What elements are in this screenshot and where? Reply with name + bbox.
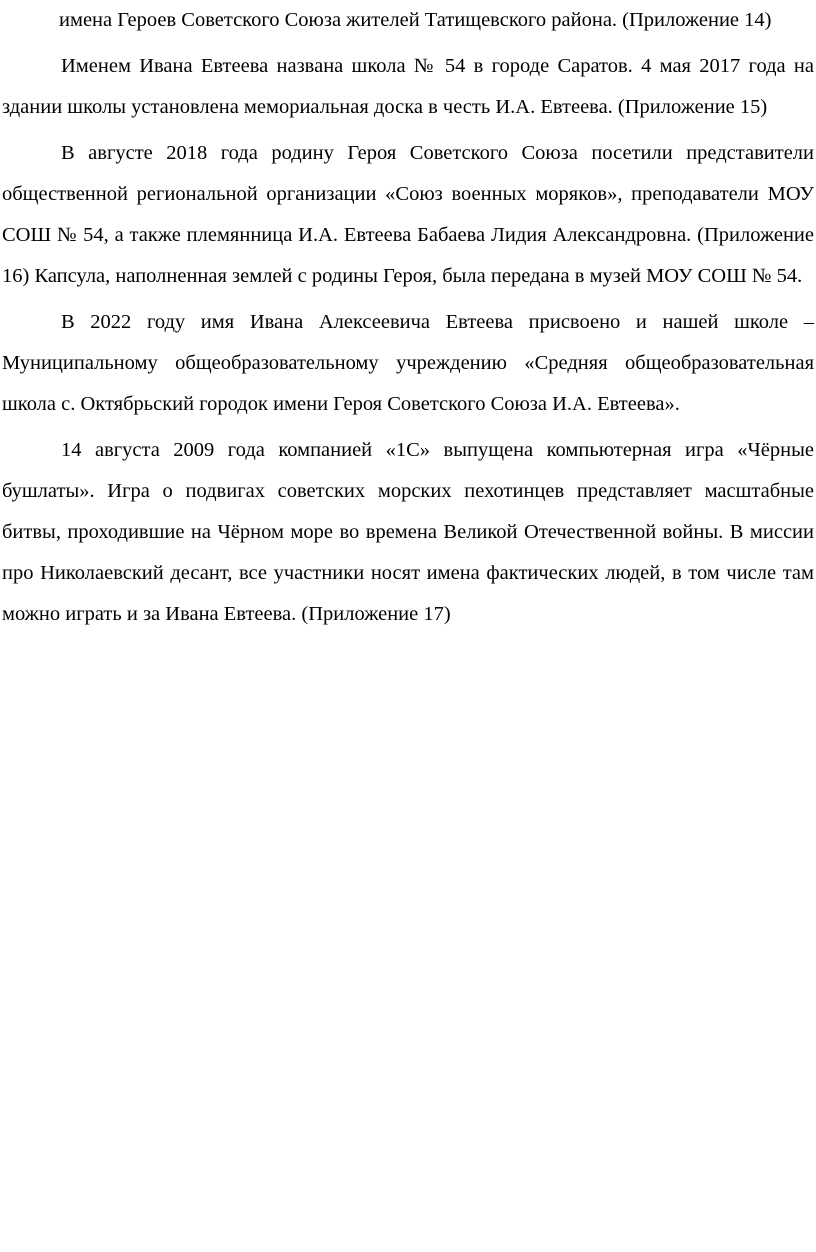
paragraph-school-54-memorial: Именем Ивана Евтеева названа школа № 54 в городе Саратов. 4 мая 2017 года на здании школы установлена мемориальная доска в честь И.А. Евтеева. (Приложение 15) (2, 55, 814, 118)
paragraph-2018-visit-capsule: В августе 2018 года родину Героя Советского Союза посетили представители общественной региональной организации «Союз военных моряков», преподаватели МОУ СОШ № 54, а также племянница И.А. Евтеева Бабаева Лидия Александровна. (Приложение 16) Капсула, наполненная землей с родины Героя, была передана в музей МОУ СОШ № 54. (2, 142, 814, 287)
paragraph-hero-names-appendix-14: имена Героев Советского Союза жителей Татищевского района. (Приложение 14) (59, 9, 772, 31)
paragraph-2022-school-naming: В 2022 году имя Ивана Алексеевича Евтеева присвоено и нашей школе – Муниципальному общеобразовательному учреждению «Средняя общеобразовательная школа с. Октябрьский городок имени Героя Советского Союза И.А. Евтеева». (2, 311, 814, 415)
paragraph-black-jackets-game: 14 августа 2009 года компанией «1С» выпущена компьютерная игра «Чёрные бушлаты». Игра о подвигах советских морских пехотинцев представляет масштабные битвы, проходившие на Чёрном море во времена Великой Отечественной войны. В миссии про Николаевский десант, все участники носят имена фактических людей, в том числе там можно играть и за Ивана Евтеева. (Приложение 17) (2, 439, 814, 625)
